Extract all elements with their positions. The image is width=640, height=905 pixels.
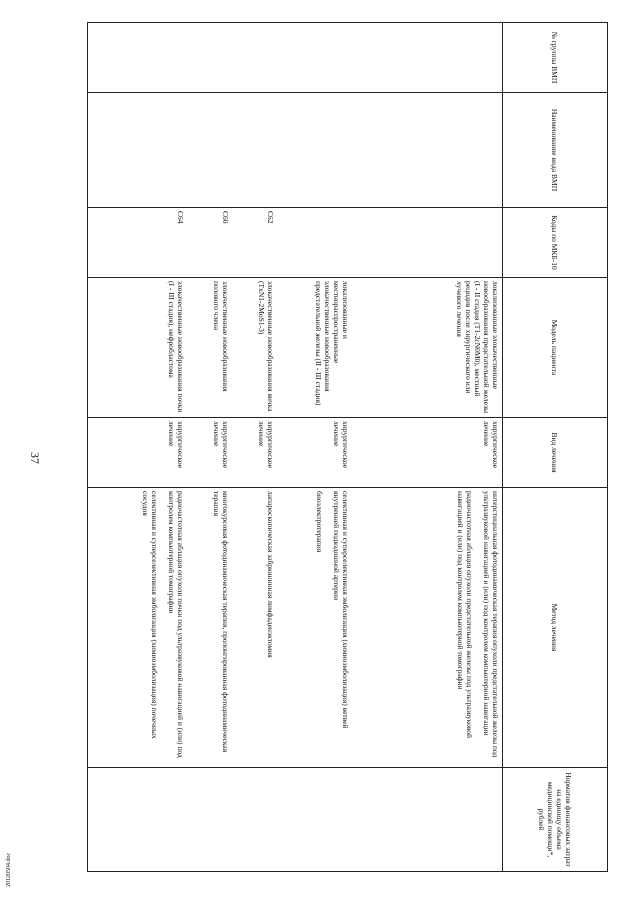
table-header-row bbox=[503, 23, 608, 872]
group-number-cell bbox=[88, 23, 188, 93]
icd-code-cell: C64 bbox=[88, 208, 188, 278]
vmp-name-cell bbox=[188, 93, 233, 208]
treatment-method-cell bbox=[353, 488, 503, 768]
group-number-cell bbox=[233, 23, 278, 93]
table-row bbox=[88, 23, 188, 872]
header-group-number: № группы ВМП bbox=[503, 23, 608, 93]
group-number-cell bbox=[353, 23, 503, 93]
treatment-method-cell bbox=[188, 488, 233, 768]
cost-norm-cell bbox=[188, 768, 233, 872]
cost-norm-cell bbox=[233, 768, 278, 872]
header-vmp-name: Наименование вида ВМП bbox=[503, 93, 608, 208]
header-treatment-method: Метод лечения bbox=[503, 488, 608, 768]
group-number-cell bbox=[188, 23, 233, 93]
method-text: радиочастотная аблация опухоли предстательной железы под ультразвуковой навигацией и (или) под контролем компьютерной томографии bbox=[456, 491, 474, 739]
vmp-name-cell bbox=[233, 93, 278, 208]
treatment-type-cell: хирургическое лечение bbox=[353, 418, 503, 488]
method-text: лапароскопическая забрюшинная лимфаденэктомия bbox=[266, 491, 276, 658]
icd-code-cell bbox=[278, 208, 353, 278]
cost-norm-cell bbox=[278, 768, 353, 872]
method-text: селективная и суперселективная эмболизация (химиоэмболизация) почечных сосудов bbox=[141, 491, 160, 739]
header-patient-model: Модель пациента bbox=[503, 278, 608, 418]
icd-code-cell: C60 bbox=[188, 208, 233, 278]
vmp-name-cell bbox=[353, 93, 503, 208]
table-row bbox=[188, 23, 233, 872]
cost-norm-cell bbox=[353, 768, 503, 872]
treatment-method-cell bbox=[233, 488, 278, 768]
icd-code-cell bbox=[353, 208, 503, 278]
table-row bbox=[278, 23, 353, 872]
treatment-method-cell bbox=[88, 488, 188, 768]
treatment-type-cell: хирургическое лечение bbox=[88, 418, 188, 488]
treatment-type-cell: хирургическое лечение bbox=[188, 418, 233, 488]
patient-model-cell: злокачественные новообразования полового члена bbox=[188, 278, 233, 418]
treatment-method-cell bbox=[278, 488, 353, 768]
footer-document-code: 20120504.doc bbox=[6, 852, 12, 887]
group-number-cell bbox=[278, 23, 353, 93]
header-cost-norm: Норматив финансовых затрат на единицу объема медицинской помощи*, рублей bbox=[503, 768, 608, 872]
patient-model-cell: локализованные злокачественные новообразования предстательной железы (I - II стадия (T1-2cN0M0), местный рецидив после хирургического или лучевого лечения bbox=[353, 278, 503, 418]
rotated-page-content bbox=[88, 22, 608, 871]
method-text: биоэлектротерапия bbox=[315, 491, 325, 553]
treatment-type-cell: хирургическое лечение bbox=[233, 418, 278, 488]
method-text: селективная и суперселективная эмболизация (химиоэмболизация) ветвей внутренней подвздошной артерии bbox=[332, 491, 351, 729]
header-icd-codes: Коды по МКБ-10 bbox=[503, 208, 608, 278]
table-row bbox=[233, 23, 278, 872]
patient-model-cell: злокачественные новообразования яичка (TxN1-2MoS1-3) bbox=[233, 278, 278, 418]
patient-model-cell: злокачественные новообразования почки (I - III стадия), нефробластома bbox=[88, 278, 188, 418]
table-row bbox=[353, 23, 503, 872]
page-number: 37 bbox=[28, 452, 42, 464]
method-text: радиочастотная аблация опухоли почки под ультразвуковой навигацией и (или) под контролем компьютерной томографии bbox=[167, 491, 186, 758]
header-treatment-type: Вид лечения bbox=[503, 418, 608, 488]
patient-model-cell: локализованные и местнораспространенные злокачественные новообразования предстательной железы (II - III стадия) bbox=[278, 278, 353, 418]
vmp-name-cell bbox=[278, 93, 353, 208]
method-text: многокурсовая фотодинамическая терапия, пролонгированная фотодинамическая терапия bbox=[212, 491, 231, 753]
method-text: интерстициальная фотодинамическая терапия опухоли предстательной железы под ультразвуковой навигацией и (или) под контролем компьютерной навигации bbox=[482, 491, 500, 758]
treatment-type-cell: хирургическое лечение bbox=[278, 418, 353, 488]
vmp-table bbox=[87, 22, 608, 872]
vmp-name-cell bbox=[88, 93, 188, 208]
cost-norm-cell bbox=[88, 768, 188, 872]
icd-code-cell: C62 bbox=[233, 208, 278, 278]
